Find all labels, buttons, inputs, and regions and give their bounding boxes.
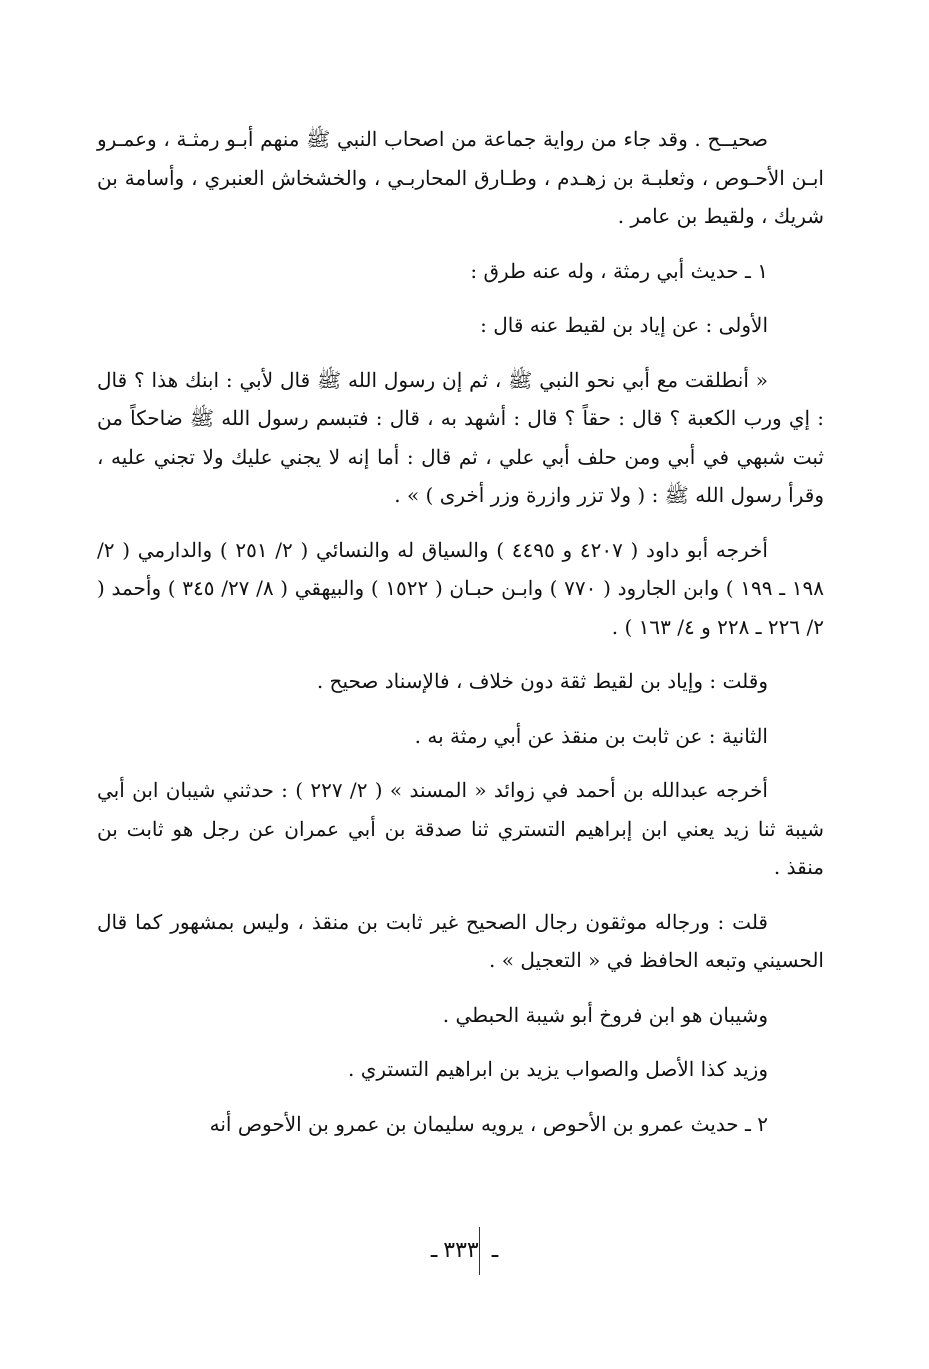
page-number-marker: [479, 1227, 480, 1275]
page-number: [0, 1227, 929, 1275]
page-number-dash-left: ـ: [430, 1238, 438, 1263]
paragraph-11: وزيد كذا الأصل والصواب يزيد بن ابراهيم التستري .: [348, 1057, 768, 1081]
paragraph-7: الثانية : عن ثابت بن منقذ عن أبي رمثة به .: [414, 723, 768, 748]
paragraph-10: وشيبان هو ابن فروخ أبو شيبة الحبطي .: [442, 1002, 768, 1027]
paragraph-8: أخرجه عبدالله بن أحمد في زوائد « المسند » ( ٢/ ٢٢٧ ) : حدثني شيبان ابن أبي شيبة ثنا زيد يعني ابن إبراهيم التستري ثنا صدقة بن أبي عمران عن رجل هو ثابت بن منقذ .: [97, 778, 824, 879]
paragraph-5: أخرجه أبو داود ( ٤٢٠٧ و ٤٤٩٥ ) والسياق له والنسائي ( ٢/ ٢٥١ ) والدارمي ( ٢/ ١٩٨ ـ ١٩٩ ) وابن الجارود ( ٧٧٠ ) وابـن حبـان ( ١٥٢٢ ) والبيهقي ( ٨/ ٢٧/ ٣٤٥ ) وأحمد ( ٢/ ٢٢٦ ـ ٢٢٨ و ٤/ ١٦٣ ) .: [97, 537, 824, 639]
paragraph-12: ٢ ـ حديث عمرو بن الأحوص ، يرويه سليمان بن عمرو بن الأحوص أنه: [209, 1111, 768, 1136]
page-number-value: ٣٣٣: [443, 1238, 479, 1263]
page-number-dash-right: ـ: [491, 1238, 499, 1263]
paragraph-1: صحيــح . وقد جاء من رواية جماعة من اصحاب النبي ﷺ منهم أبـو رمثـة ، وعمـرو ابـن الأحـوص ، وثعلبـة بن زهـدم ، وطـارق المحاربـي ، والخشخاش العنبري ، وأسامة بن شريك ، ولقيط بن عامر .: [97, 127, 824, 228]
paragraph-6: وقلت : وإياد بن لقيط ثقة دون خلاف ، فالإسناد صحيح .: [316, 669, 768, 693]
paragraph-2: ١ ـ حديث أبي رمثة ، وله عنه طرق :: [470, 258, 768, 283]
paragraph-4: « أنطلقت مع أبي نحو النبي ﷺ ، ثم إن رسول الله ﷺ قال لأبي : ابنك هذا ؟ قال : إي ورب الكعبة ؟ قال : حقاً ؟ قال : أشهد به ، قال : فتبسم رسول الله ﷺ ضاحكاً من ثبت شبهي في أبي ومن حلف أبي علي ، ثم قال : أما إنه لا يجني عليك ولا تجني عليه ، وقرأ رسول الله ﷺ : ( ولا تزر وازرة وزر أخرى ) » .: [97, 367, 824, 507]
page-body: [97, 120, 824, 1159]
paragraph-9: قلت : ورجاله موثقون رجال الصحيح غير ثابت بن منقذ ، وليس بمشهور كما قال الحسيني وتبعه الحافظ في « التعجيل » .: [97, 909, 824, 972]
paragraph-3: الأولى : عن إياد بن لقيط عنه قال :: [480, 313, 768, 337]
